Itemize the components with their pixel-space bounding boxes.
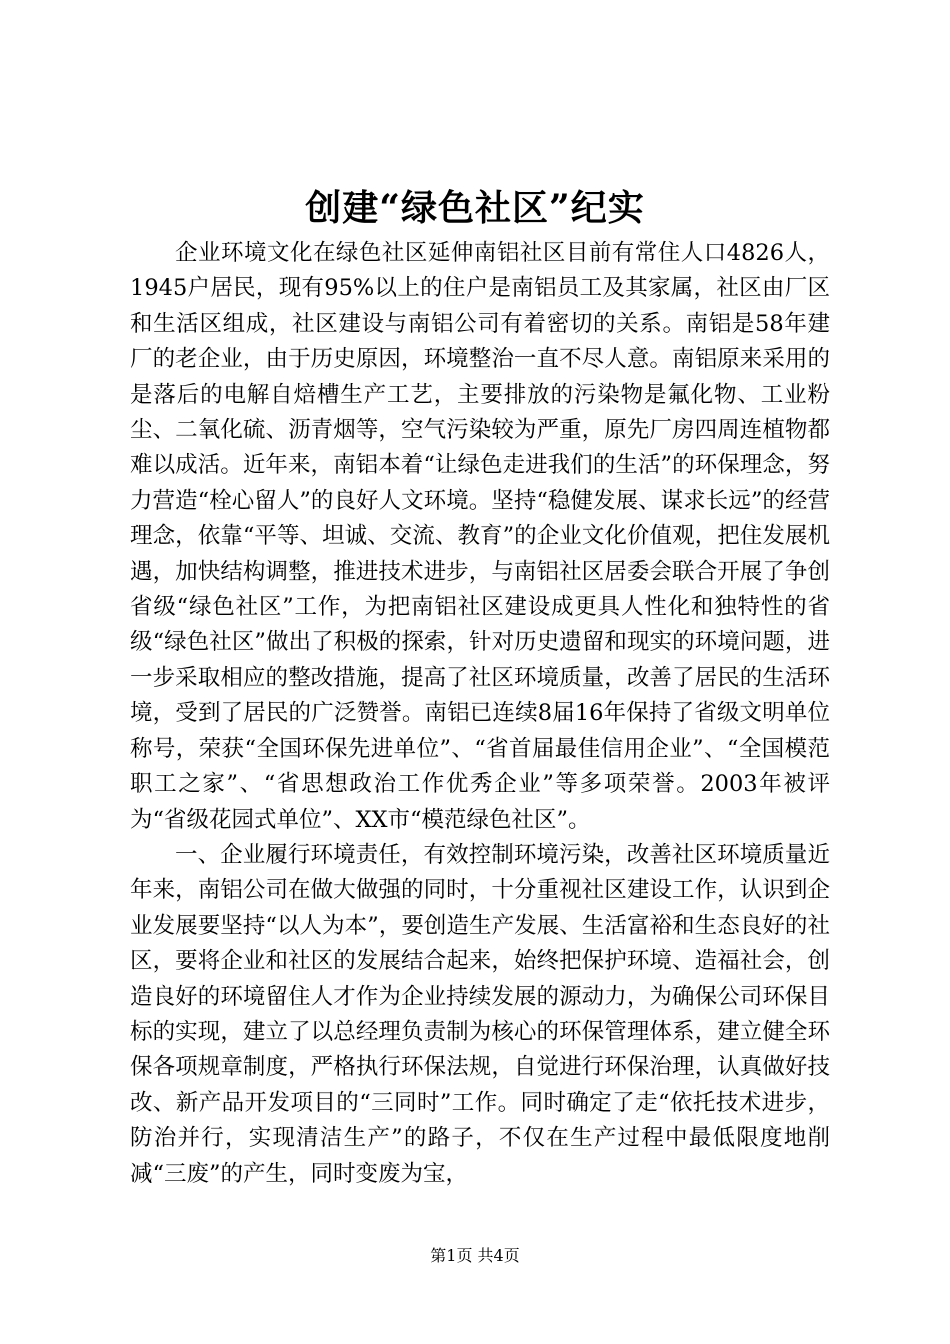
page-number-footer: 第1页 共4页 <box>430 1246 520 1265</box>
paragraph-section-1: 一、企业履行环境责任，有效控制环境污染，改善社区环境质量近年来，南铝公司在做大做强的同时，十分重视社区建设工作，认识到企业发展要坚持“以人为本”，要创造生产发展、生活富裕和生态良好的社区，要将企业和社区的发展结合起来，始终把保护环境、造福社会，创造良好的环境留住人才作为企业持续发展的源动力，为确保公司环保目标的实现，建立了以总经理负责制为核心的环保管理体系，建立健全环保各项规章制度，严格执行环保法规，自觉进行环保治理，认真做好技改、新产品开发项目的“三同时”工作。同时确定了走“依托技术进步，防治并行，实现清洁生产”的路子，不仅在生产过程中最低限度地削减“三废”的产生，同时变废为宝， <box>130 841 830 1187</box>
document-title: 创建“绿色社区”纪实 <box>305 187 645 229</box>
document-body <box>130 236 830 1192</box>
paragraph-intro: 企业环境文化在绿色社区延伸南铝社区目前有常住人口4826人，1945户居民，现有95%以上的住户是南铝员工及其家属，社区由厂区和生活区组成，社区建设与南铝公司有着密切的关系。南铝是58年建厂的老企业，由于历史原因，环境整治一直不尽人意。南铝原来采用的是落后的电解自焙槽生产工艺，主要排放的污染物是氟化物、工业粉尘、二氧化硫、沥青烟等，空气污染较为严重，原先厂房四周连植物都难以成活。近年来，南铝本着“让绿色走进我们的生活”的环保理念，努力营造“栓心留人”的良好人文环境。坚持“稳健发展、谋求长远”的经营理念，依靠“平等、坦诚、交流、教育”的企业文化价值观，把住发展机遇，加快结构调整，推进技术进步，与南铝社区居委会联合开展了争创省级“绿色社区”工作，为把南铝社区建设成更具人性化和独特性的省级“绿色社区”做出了积极的探索，针对历史遗留和现实的环境问题，进一步采取相应的整改措施，提高了社区环境质量，改善了居民的生活环境，受到了居民的广泛赞誉。南铝已连续8届16年保持了省级文明单位称号，荣获“全国环保先进单位”、“省首届最佳信用企业”、“全国模范职工之家”、“省思想政治工作优秀企业”等多项荣誉。2003年被评为“省级花园式单位”、XX市“模范绿色社区”。 <box>130 240 830 833</box>
